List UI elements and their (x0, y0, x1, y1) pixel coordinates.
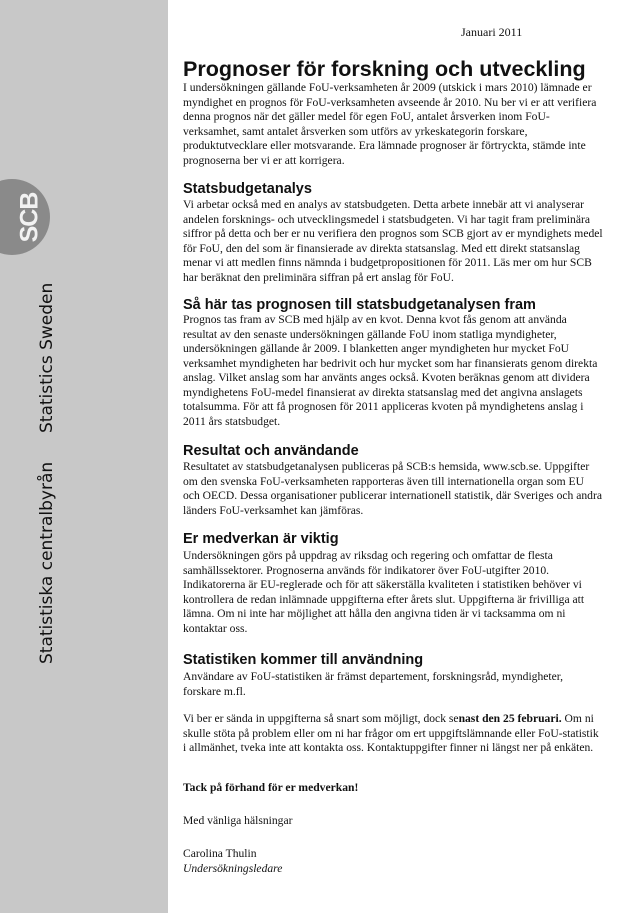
request-text: Vi ber er sända in uppgifterna så snart som möjligt, dock se (183, 712, 459, 725)
greeting: Med vänliga hälsningar (183, 814, 293, 827)
sidebar (0, 0, 168, 913)
letter-date: Januari 2011 (461, 25, 523, 39)
section-text: Prognos tas fram av SCB med hjälp av en kvot. Denna kvot fås genom att använda resultat av den senaste undersökningen gällande FoU inom statliga myndigheter, undersökningen gällande år 2009. I blanketten anger myndigheten hur mycket FoU verksamhet myndigheten har bedrivit och hur mycket som har finansierats genom direkta anslag. Vilket anslag som har använts anges också. Kvoten beräknas genom att dividera myndighetens FoU-medel finansierat av direkta statsanslag med det angivna anslagets totalsumma. För att få prognosen för 2011 appliceras kvoten på myndighetens anslag i 2011 års statsbudget. (183, 313, 598, 428)
signer-name: Carolina Thulin (183, 847, 257, 860)
intro-paragraph: I undersökningen gällande FoU-verksamheten år 2009 (utskick i mars 2010) lämnade er myndighet en prognos för FoU-verksamheten avseende år 2010. Nu ber vi er att verifiera denna prognos när det gäller medel för egen FoU, antalet årsverken inom FoU-verksamhet, samt antalet årsverken som utförs av yrkeskategorin forskare, produktutvecklare eller motsvarande. Era lämnade prognoser är förtryckta, stämde inte prognoserna ber vi er att korrigera. (183, 81, 597, 167)
section-text: Resultatet av statsbudgetanalysen publiceras på SCB:s hemsida, www.scb.se. Uppgifter om den svenska FoU-verksamheten rapporteras även till internationella organ som EU och OECD. Dessa organisationer publicerar internationell statistik, där Sveriges och andra länders FoU-verksamhet kan jämföras. (183, 460, 602, 517)
thanks-text: Tack på förhand för er medverkan! (183, 781, 359, 794)
org-name-en: Statistics Sweden (37, 282, 57, 433)
section-text: Undersökningen görs på uppdrag av riksdag och regering och omfattar de flesta samhällssektorer. Prognoserna används för indikatorer över FoU-utgifter 2010. Indikatorerna är EU-reglerade och för att säkerställa kvaliteten i statistiken behöver vi kontrollera de redan inlämnade uppgifterna efter årets slut. Uppgifterna är frivilliga att lämna. Om ni inte har möjlighet att hålla den angivna tiden är vi tacksamma om ni kontaktar oss. (183, 549, 585, 635)
section-heading: Statistiken kommer till användning (183, 652, 424, 668)
section-heading: Er medverkan är viktig (183, 531, 339, 547)
scb-logo (0, 179, 50, 255)
section-heading: Resultat och användande (183, 443, 359, 459)
logo-text: SCB (15, 192, 44, 242)
section-heading: Statsbudgetanalys (183, 181, 312, 197)
section-text: Vi arbetar också med en analys av statsbudgeten. Detta arbete innebär att vi analyserar andelen forsknings- och utvecklingsmedel i statsbudgeten. Vi har tagit fram preliminära siffror på detta och ber er nu verifiera den prognos som SCB gjort av er myndighets medel för FoU, den del som är finansierade av direkta statsanslag. Med ett direkt statsanslag menar vi att medlen finns nämnda i budgetpropositionen för 2011. Läs mer om hur SCB har beräknat den preliminära siffran på ert anslag för FoU. (183, 198, 603, 284)
page-title: Prognoser för forskning och utveckling (183, 57, 586, 81)
signer-title: Undersökningsledare (183, 862, 283, 875)
org-name-sv: Statistiska centralbyrån (37, 461, 57, 664)
deadline: nast den 25 februari. (458, 712, 562, 725)
request-text-cont: Om ni skulle stöta på problem eller om ni har frågor om ert uppgiftslämnande eller FoU-statistik i allmänhet, tveka inte att kontakta oss. Kontaktuppgifter finner ni längst ner på enkäten. (183, 712, 599, 754)
request-paragraph (183, 712, 603, 756)
section-heading: Så här tas prognosen till statsbudgetanalysen fram (183, 297, 536, 313)
section-text: Användare av FoU-statistiken är främst departement, forskningsråd, myndigheter, forskare m.fl. (183, 670, 564, 698)
